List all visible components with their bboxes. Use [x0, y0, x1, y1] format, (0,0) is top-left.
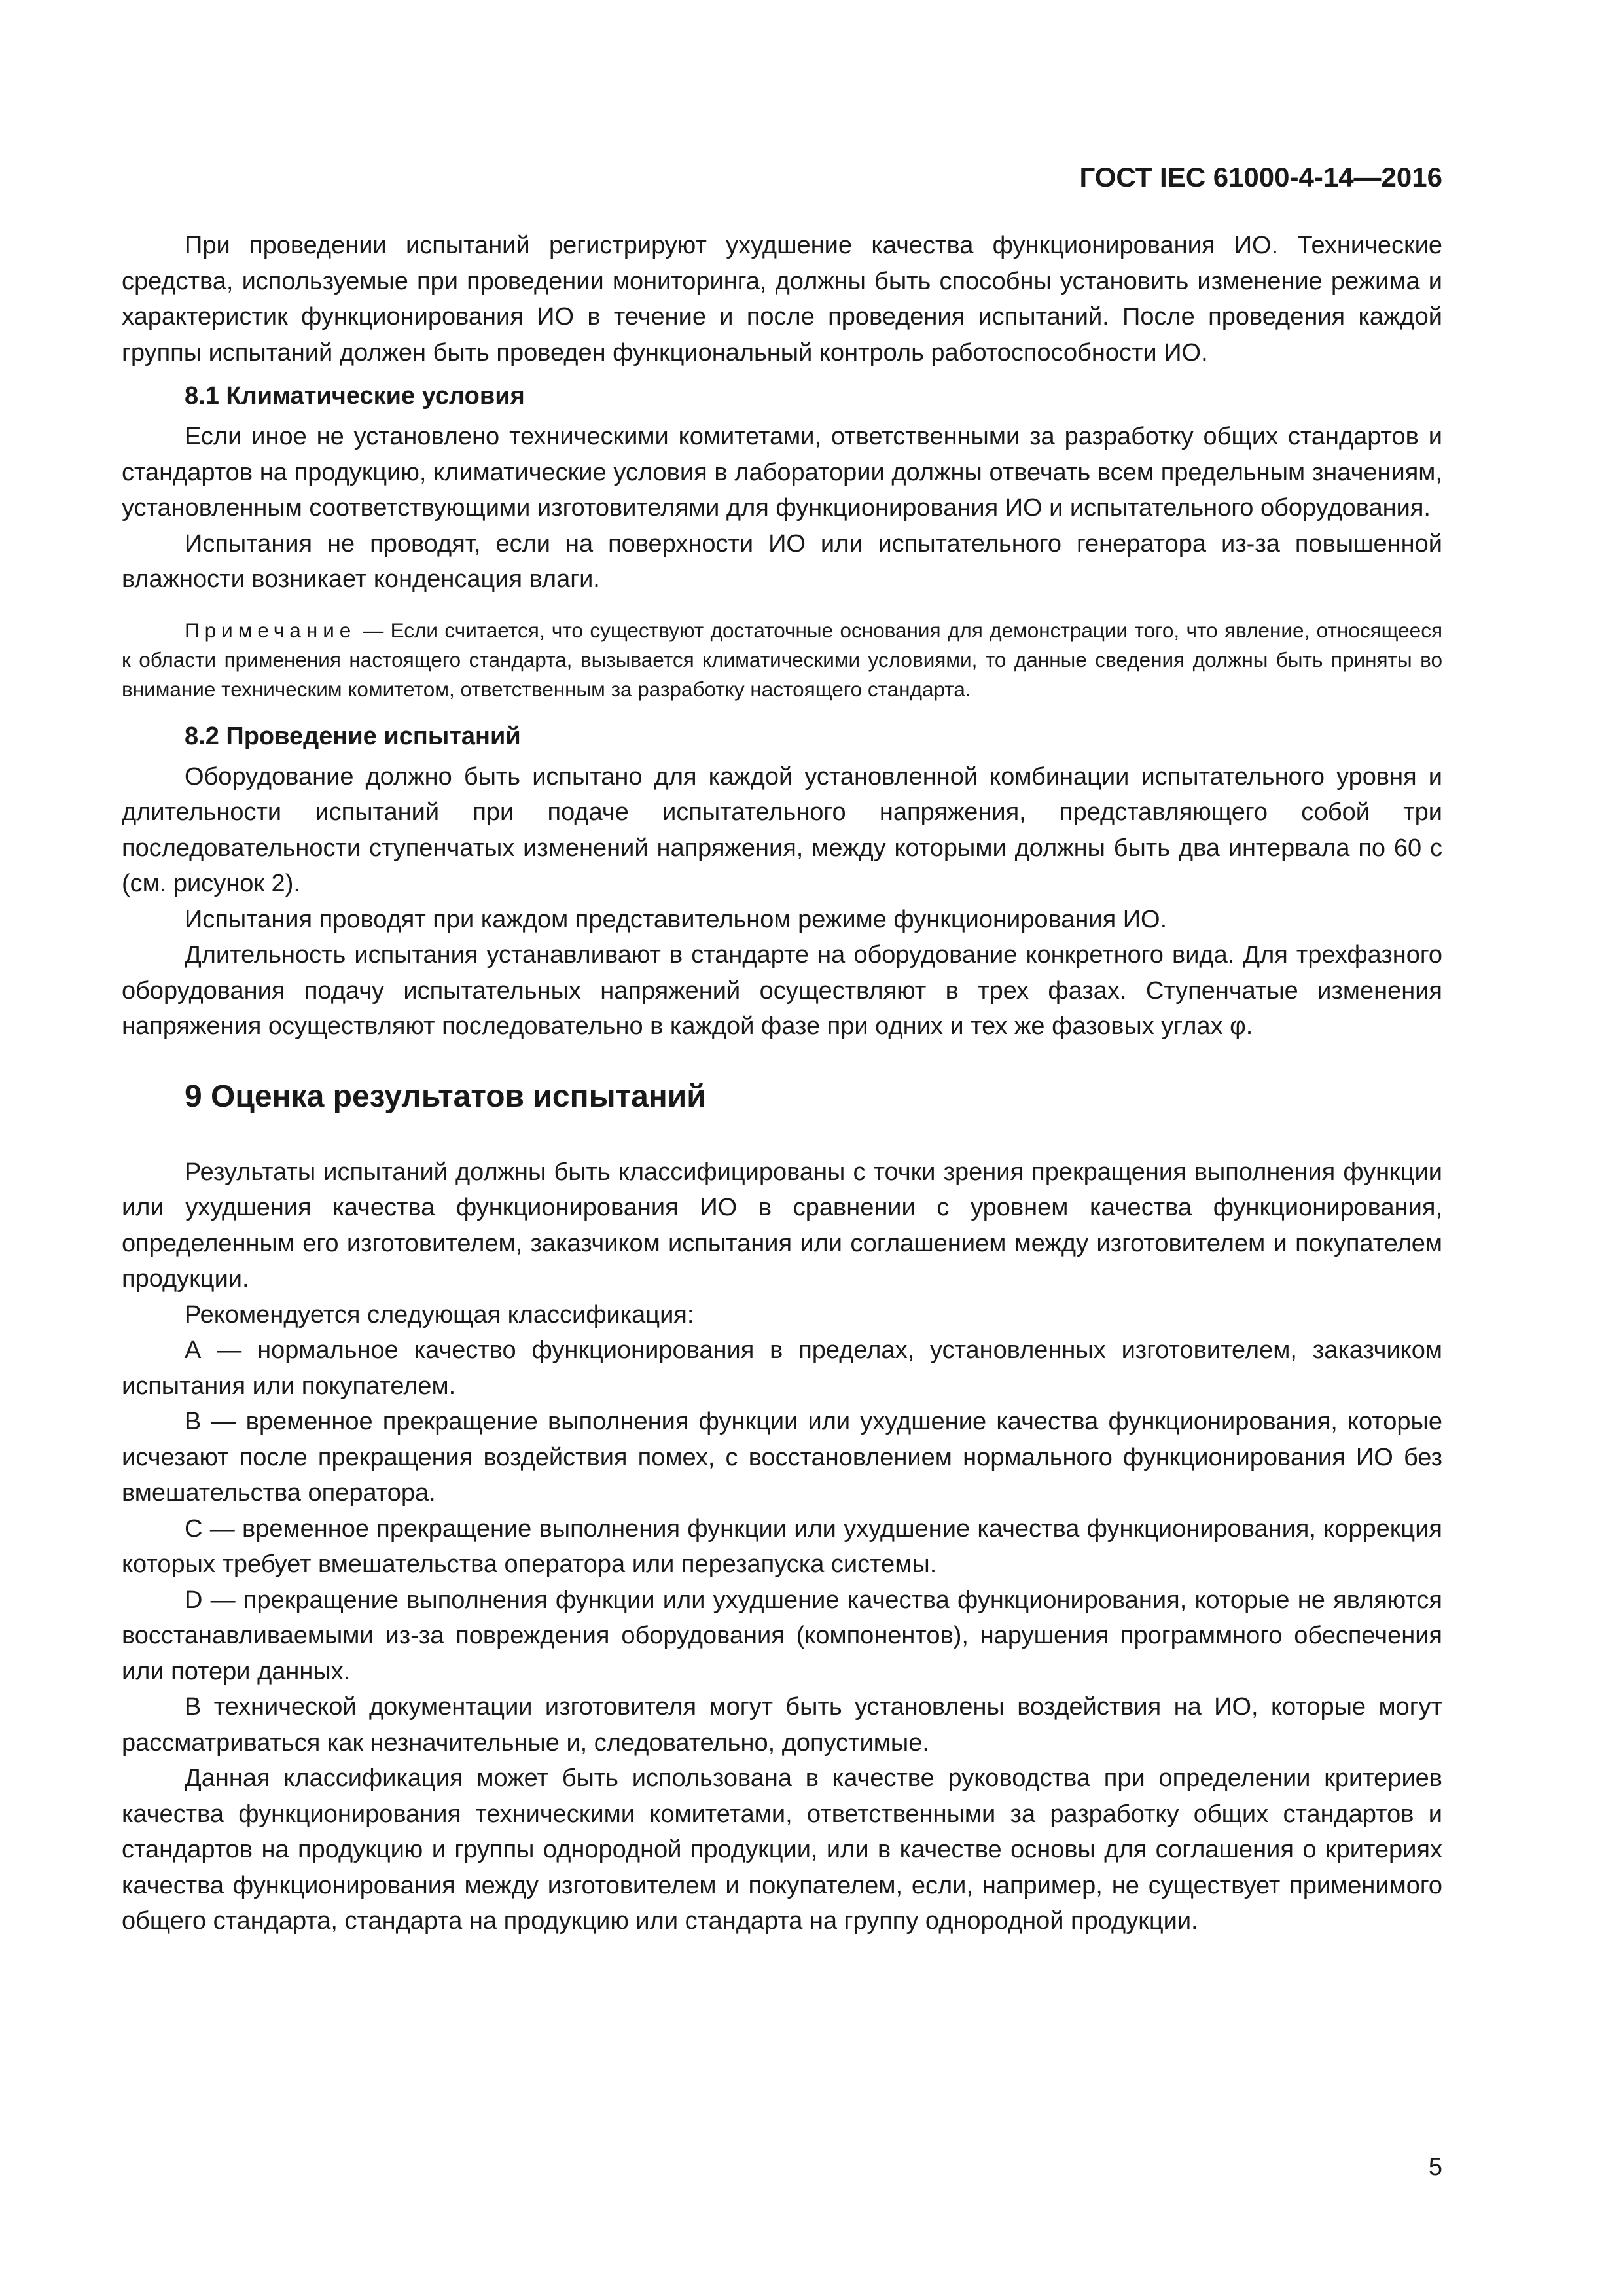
intro-paragraph: При проведении испытаний регистрируют ухудшение качества функционирования ИО. Технические средства, используемые при проведении мониторинга, должны быть способны установить изменение режима и характеристик функционирования ИО в течение и после проведения испытаний. После проведения каждой группы испытаний должен быть проведен функциональный контроль работоспособности ИО. — [122, 232, 1442, 367]
section-9-heading: 9 Оценка результатов испытаний — [185, 1079, 706, 1114]
paragraph: Данная классификация может быть использована в качестве руководства при определении критериев качества функционирования техническими комитетами, ответственными за разработку общих стандартов и стандартов на продукцию и группы однородной продукции, или в качестве основы для соглашения о критериях качества функционирования между изготовителем и покупателем, если, например, не существует применимого общего стандарта, стандарта на продукцию или стандарта на группу однородной продукции. — [122, 1765, 1442, 1935]
section-8-1-heading: 8.1 Климатические условия — [185, 382, 525, 410]
paragraph: Испытания проводят при каждом представительном режиме функционирования ИО. — [185, 905, 1168, 933]
paragraph: Испытания не проводят, если на поверхности ИО или испытательного генератора из-за повышенной влажности возникает конденсация влаги. — [122, 529, 1442, 593]
document-header: ГОСТ IEC 61000-4-14—2016 — [1079, 162, 1442, 192]
paragraph: Оборудование должно быть испытано для каждой установленной комбинации испытательного уровня и длительности испытаний при подаче испытательного напряжения, представляющего собой три последовательности ступенчатых изменений напряжения, между которыми должны быть два интервала по 60 с (см. рисунок 2). — [122, 762, 1442, 897]
class-a-paragraph: А — нормальное качество функционирования в пределах, установленных изготовителем, заказчиком испытания или покупателем. — [122, 1336, 1442, 1400]
note-label: Примечание — [185, 618, 357, 642]
section-8-2-heading: 8.2 Проведение испытаний — [185, 722, 521, 750]
page-number: 5 — [1428, 2153, 1442, 2181]
class-d-paragraph: D — прекращение выполнения функции или ухудшение качества функционирования, которые не являются восстанавливаемыми из-за повреждения оборудования (компонентов), нарушения программного обеспечения или потери данных. — [122, 1586, 1442, 1685]
paragraph: Рекомендуется следующая классификация: — [185, 1300, 694, 1329]
document-body — [122, 228, 1442, 1939]
document-page — [122, 151, 1442, 2179]
note-text: — Если считается, что существуют достаточные основания для демонстрации того, что явление, относящееся к области применения настоящего стандарта, вызывается климатическими условиями, то данные сведения должны быть приняты во внимание техническим комитетом, ответственным за разработку настоящего стандарта. — [122, 618, 1442, 701]
paragraph: Длительность испытания устанавливают в стандарте на оборудование конкретного вида. Для трехфазного оборудования подачу испытательных напряжений осуществляют в трех фазах. Ступенчатые изменения напряжения осуществляют последовательно в каждой фазе при одних и тех же фазовых углах φ. — [122, 941, 1442, 1040]
paragraph: Если иное не установлено техническими комитетами, ответственными за разработку общих стандартов и стандартов на продукцию, климатические условия в лаборатории должны отвечать всем предельным значениям, установленным соответствующими изготовителями для функционирования ИО и испытательного оборудования. — [122, 423, 1442, 522]
paragraph: Результаты испытаний должны быть классифицированы с точки зрения прекращения выполнения функции или ухудшения качества функционирования ИО в сравнении с уровнем качества функционирования, определенным его изготовителем, заказчиком испытания или соглашением между изготовителем и покупателем продукции. — [122, 1158, 1442, 1293]
paragraph: В технической документации изготовителя могут быть установлены воздействия на ИО, которые могут рассматриваться как незначительные и, следовательно, допустимые. — [122, 1693, 1442, 1757]
class-c-paragraph: С — временное прекращение выполнения функции или ухудшение качества функционирования, коррекция которых требует вмешательства оператора или перезапуска системы. — [122, 1515, 1442, 1578]
class-b-paragraph: В — временное прекращение выполнения функции или ухудшение качества функционирования, которые исчезают после прекращения воздействия помех, с восстановлением нормального функционирования ИО без вмешательства оператора. — [122, 1408, 1442, 1507]
note — [122, 616, 1442, 704]
